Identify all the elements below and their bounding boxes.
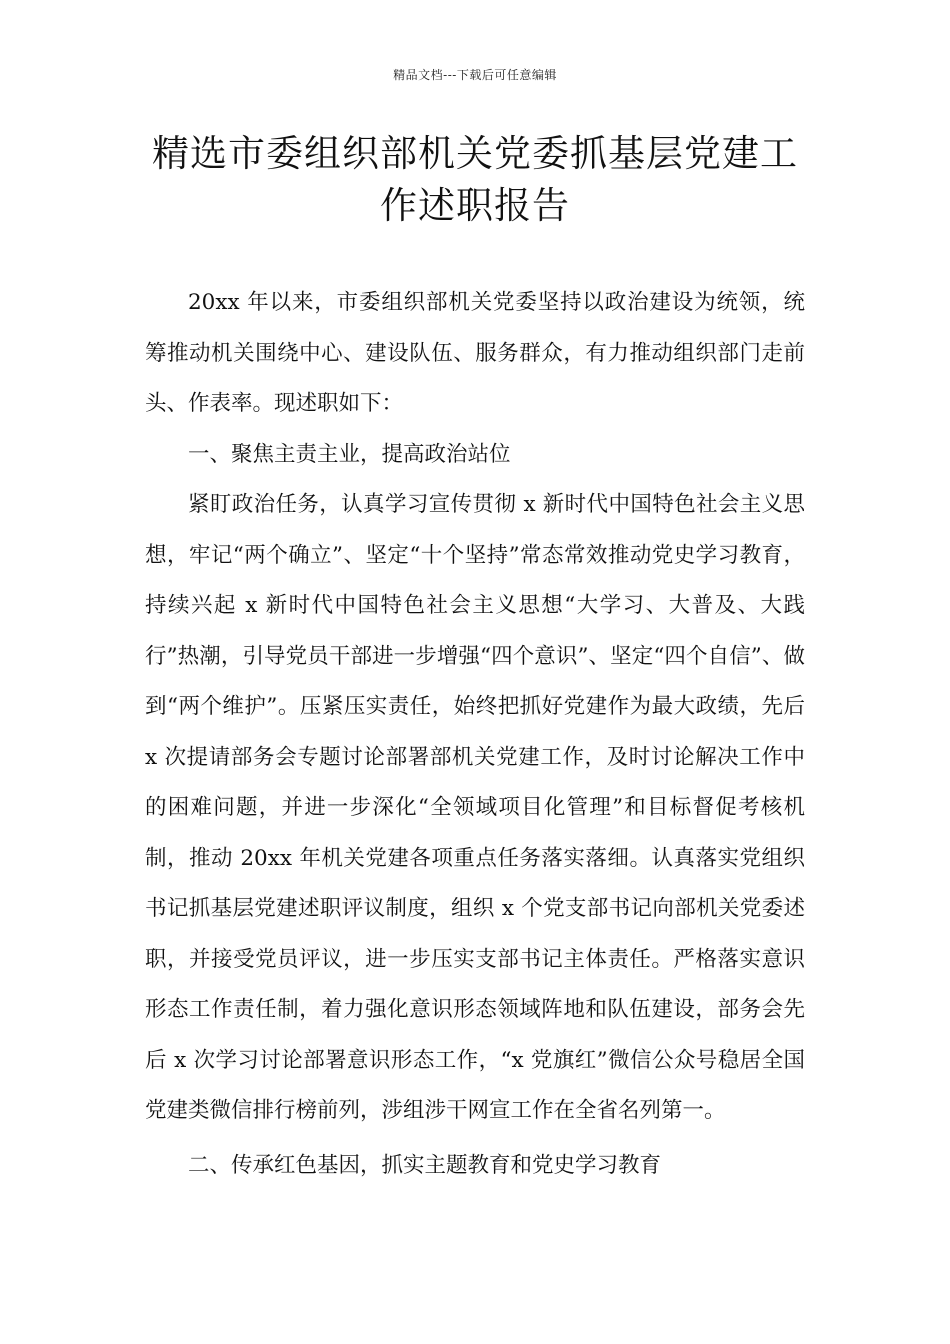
document-body: [145, 278, 805, 1191]
section-heading-1: 一、聚焦主责主业，提高政治站位: [188, 441, 511, 467]
header-note: 精品文档---下载后可任意编辑: [393, 68, 557, 82]
intro-paragraph: 20xx 年以来，市委组织部机关党委坚持以政治建设为统领，统筹推动机关围绕中心、建设队伍、服务群众，有力推动组织部门走前头、作表率。现述职如下：: [145, 290, 805, 416]
section-1-paragraph: 紧盯政治任务，认真学习宣传贯彻 x 新时代中国特色社会主义思想，牢记“两个确立”、坚定“十个坚持”常态常效推动党史学习教育，持续兴起 x 新时代中国特色社会主义思想“大学习、大普及、大践行”热潮，引导党员干部进一步增强“四个意识”、坚定“四个自信”、做到“两个维护”。压紧压实责任，始终把抓好党建作为最大政绩，先后 x 次提请部务会专题讨论部署部机关党建工作，及时讨论解决工作中的困难问题，并进一步深化“全领域项目化管理”和目标督促考核机制，推动 20xx 年机关党建各项重点任务落实落细。认真落实党组织书记抓基层党建述职评议制度，组织 x 个党支部书记向部机关党委述职，并接受党员评议，进一步压实支部书记主体责任。严格落实意识形态工作责任制，着力强化意识形态领域阵地和队伍建设，部务会先后 x 次学习讨论部署意识形态工作，“x 党旗红”微信公众号稳居全国党建类微信排行榜前列，涉组涉干网宣工作在全省名列第一。: [145, 492, 805, 1123]
document-title: 精选市委组织部机关党委抓基层党建工作述职报告: [152, 132, 798, 227]
section-heading-2: 二、传承红色基因，抓实主题教育和党史学习教育: [188, 1152, 662, 1178]
